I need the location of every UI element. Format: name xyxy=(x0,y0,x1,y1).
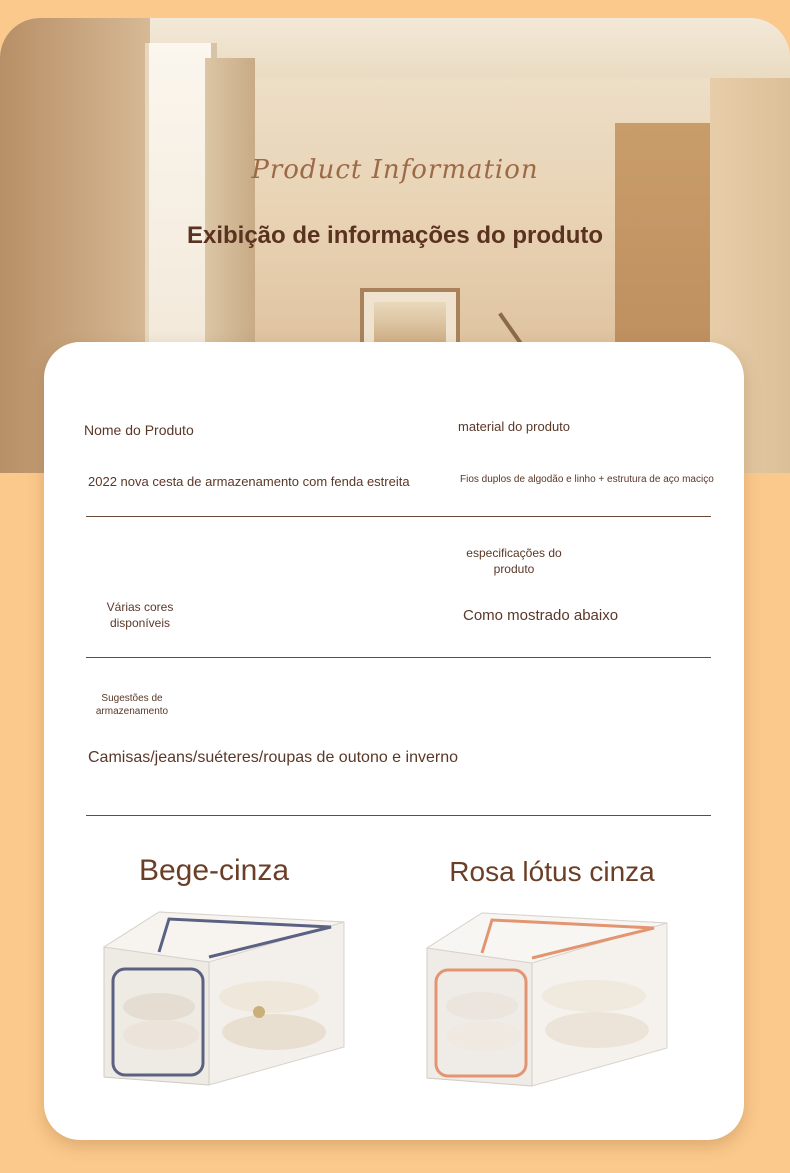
storage-box-pink xyxy=(422,908,672,1088)
storage-label-line2: armazenamento xyxy=(95,706,169,717)
colors-label-line2: disponíveis xyxy=(109,615,171,630)
material-value: Fios duplos de algodão e linho + estrutura de aço maciço xyxy=(460,474,714,485)
colors-label xyxy=(90,600,190,631)
specs-label-line2: produto xyxy=(493,561,535,576)
colors-label-line1: Várias cores xyxy=(106,600,174,614)
info-card xyxy=(44,342,744,1140)
storage-label xyxy=(92,692,172,718)
product-name-value: 2022 nova cesta de armazenamento com fenda estreita xyxy=(88,474,410,489)
page-title: Exibição de informações do produto xyxy=(186,222,604,249)
specs-label-line1: especificações do xyxy=(466,546,562,560)
storage-label-line1: Sugestões de xyxy=(101,693,163,704)
storage-value: Camisas/jeans/suéteres/roupas de outono e inverno xyxy=(88,749,458,766)
product-name-label: Nome do Produto xyxy=(84,422,194,438)
variant-title-beige: Bege-cinza xyxy=(138,854,290,887)
separator-1 xyxy=(86,516,711,517)
script-title: Product Information xyxy=(251,155,539,185)
specs-label xyxy=(464,546,564,577)
specs-value: Como mostrado abaixo xyxy=(463,607,619,624)
separator-3 xyxy=(86,815,711,816)
storage-box-beige xyxy=(99,907,349,1087)
material-label: material do produto xyxy=(458,419,571,434)
variant-title-pink: Rosa lótus cinza xyxy=(449,856,655,887)
separator-2 xyxy=(86,657,711,658)
